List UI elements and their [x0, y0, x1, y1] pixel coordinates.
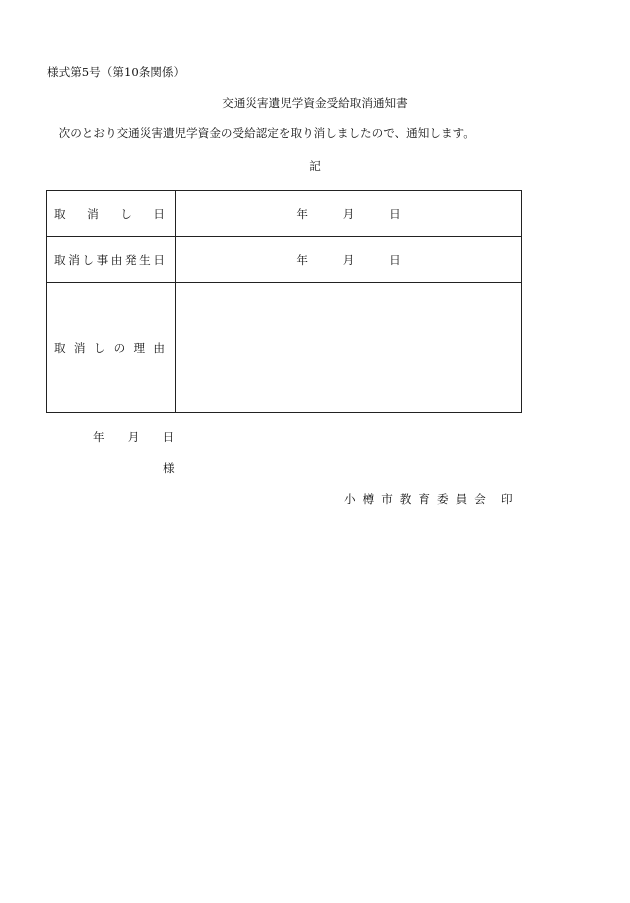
label-char: し	[120, 206, 132, 221]
label-cell	[47, 283, 176, 413]
label-cell	[47, 237, 176, 283]
label-char: の	[113, 340, 126, 355]
cancellation-date-label	[54, 207, 165, 221]
cause-date-label	[54, 253, 165, 267]
table-row-reason	[47, 283, 522, 413]
label-char: 消	[68, 252, 80, 267]
label-char: 理	[133, 340, 146, 355]
reason-label	[54, 341, 165, 355]
table-row-cause-date	[47, 237, 522, 283]
cancellation-details-table	[46, 190, 522, 413]
cancellation-date-value: 年 月 日	[176, 191, 522, 237]
label-cell	[47, 191, 176, 237]
label-char: 日	[153, 252, 165, 267]
label-char: 由	[110, 252, 123, 267]
document-body-text: 次のとおり交通災害遺児学資金の受給認定を取り消しましたので、通知します。	[58, 126, 475, 140]
label-char: 事	[96, 252, 109, 267]
table-row-cancellation-date	[47, 191, 522, 237]
label-char: 由	[153, 340, 165, 355]
label-char: 取	[54, 206, 66, 221]
reason-value	[176, 283, 522, 413]
label-char: し	[93, 340, 106, 355]
issuer-name: 小樽市教育委員会	[344, 492, 493, 506]
label-char: 取	[54, 340, 66, 355]
label-char: 消	[73, 340, 86, 355]
cause-date-value: 年 月 日	[176, 237, 522, 283]
label-char: し	[82, 252, 94, 267]
label-char: 発	[124, 252, 137, 267]
form-number: 様式第5号（第10条関係）	[47, 65, 186, 79]
label-char: 日	[153, 206, 165, 221]
addressee-honorific: 様	[163, 461, 175, 475]
issue-date-line: 年 月 日	[93, 430, 175, 444]
ki-heading: 記	[309, 159, 321, 173]
label-char: 消	[87, 206, 99, 221]
label-char: 取	[54, 252, 66, 267]
label-char: 生	[139, 252, 151, 267]
seal-mark: 印	[501, 492, 513, 506]
document-title: 交通災害遺児学資金受給取消通知書	[222, 96, 408, 110]
